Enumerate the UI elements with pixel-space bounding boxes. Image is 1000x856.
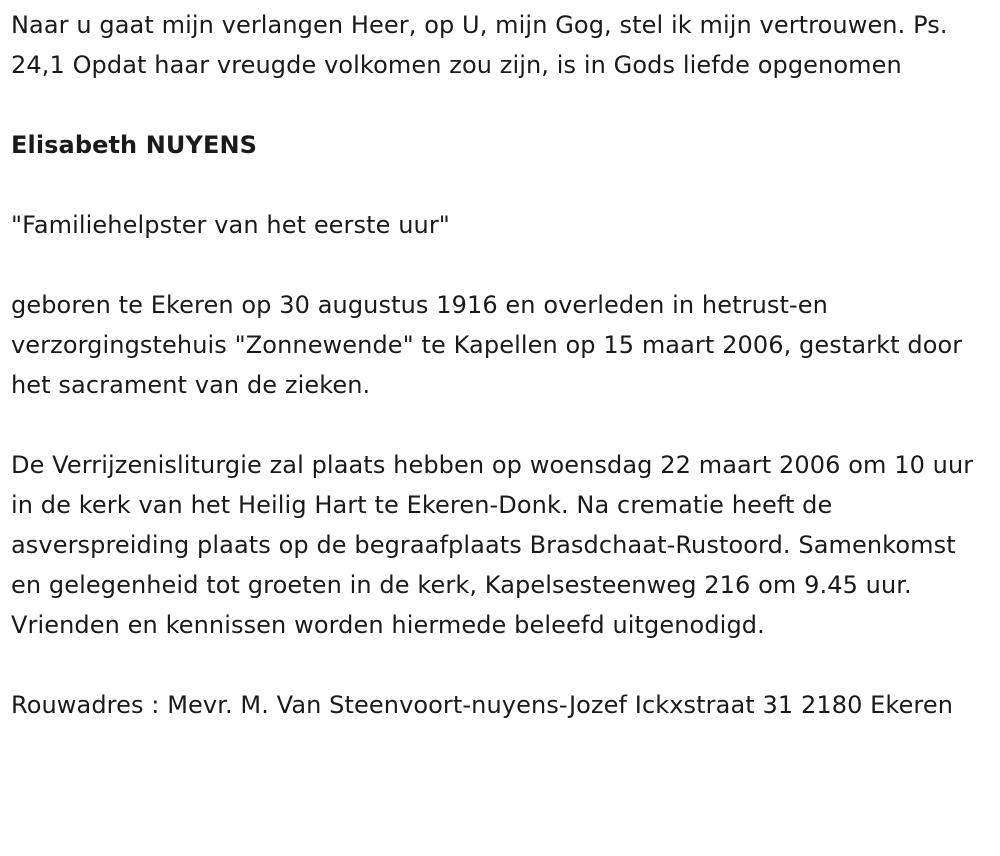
ceremony-text: De Verrijzenisliturgie zal plaats hebben op woensdag 22 maart 2006 om 10 uur in de kerk van het Heilig Hart te Ekeren-Donk. Na crematie heeft de asverspreiding plaats op de begraafplaats Brasdchaat-Rustoord. Samenkomst en gelegenheid tot groeten in de kerk, Kapelsesteenweg 216 om 9.45 uur. Vrienden en kennissen worden hiermede beleefd uitgenodigd. xyxy=(11,451,974,639)
mourning-address: Rouwadres : Mevr. M. Van Steenvoort-nuyens-Jozef Ickxstraat 31 2180 Ekeren xyxy=(11,691,954,719)
subtitle-quote: "Familiehelpster van het eerste uur" xyxy=(11,211,450,239)
deceased-name: Elisabeth NUYENS xyxy=(11,131,258,159)
birth-death-text: geboren te Ekeren op 30 augustus 1916 en overleden in hetrust-en verzorgingstehuis "Zonnewende" te Kapellen op 15 maart 2006, gestarkt door het sacrament van de zieken. xyxy=(11,291,963,399)
intro-verse: Naar u gaat mijn verlangen Heer, op U, mijn Gog, stel ik mijn vertrouwen. Ps. 24,1 Opdat haar vreugde volkomen zou zijn, is in Gods liefde opgenomen xyxy=(11,11,948,79)
obituary-notice xyxy=(11,5,991,725)
